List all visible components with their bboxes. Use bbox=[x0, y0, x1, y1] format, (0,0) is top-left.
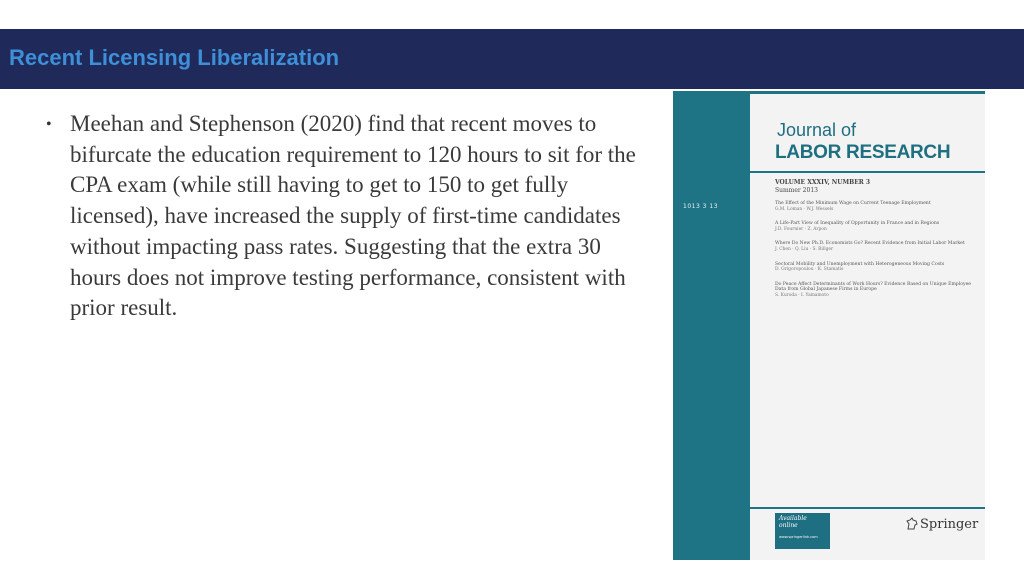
bullet-text: Meehan and Stephenson (2020) find that recent moves to bifurcate the education requirement to 120 hours to sit for the CPA exam (while still having to get to 150 to get fully licensed), have increased the supply of first-time candidates without impacting pass rates. Suggesting that the extra 30 hours does not improve testing performance, consistent with prior result. bbox=[70, 111, 636, 321]
cover-journal-title-line1: Journal of bbox=[777, 120, 857, 140]
cover-online-url: www.springerlink.com bbox=[779, 535, 818, 539]
cover-divider bbox=[750, 171, 985, 173]
cover-article-authors: G.M. Loman · W.J. Wessels bbox=[775, 206, 834, 212]
springer-horse-icon bbox=[905, 517, 919, 531]
cover-spine-code: 1013 3 13 bbox=[683, 203, 719, 210]
slide-title: Recent Licensing Liberalization bbox=[9, 45, 340, 70]
cover-journal-title-line2: LABOR RESEARCH bbox=[775, 142, 951, 163]
cover-article bbox=[775, 201, 975, 212]
cover-article-title: A Life-Part View of Inequality of Opportunity in France and in Regions bbox=[775, 221, 940, 227]
cover-article-title: The Effect of the Minimum Wage on Current Teenage Employment bbox=[775, 201, 931, 206]
cover-online-line2: online bbox=[779, 522, 798, 529]
cover-article-title: Where Do New Ph.D. Economists Go? Recent Evidence from Initial Labor Market bbox=[775, 241, 965, 247]
cover-article bbox=[775, 221, 975, 232]
cover-article bbox=[775, 241, 975, 252]
cover-volume: VOLUME XXXIV, NUMBER 3 bbox=[775, 179, 871, 186]
cover-article-authors: S. Kuroda · I. Yamamoto bbox=[775, 292, 829, 298]
bullet-list bbox=[46, 109, 646, 324]
bullet-symbol: • bbox=[46, 116, 52, 133]
cover-article bbox=[775, 262, 975, 273]
journal-cover-image bbox=[673, 91, 985, 560]
cover-top-rule bbox=[750, 91, 985, 94]
cover-article-title: Sectoral Mobility and Unemployment with Heterogeneous Moving Costs bbox=[775, 261, 945, 267]
bullet-item bbox=[46, 109, 646, 324]
cover-article-list bbox=[775, 201, 975, 308]
cover-article bbox=[775, 282, 975, 299]
cover-article-authors: J.D. Fournier · Z. Arpon bbox=[775, 226, 827, 232]
cover-publisher: Springer bbox=[920, 517, 979, 532]
cover-article-authors: J. Chen · Q. Liu · S. Billger bbox=[775, 246, 834, 252]
cover-issue-date: Summer 2013 bbox=[775, 187, 818, 194]
cover-online-line1: Available bbox=[779, 515, 807, 522]
cover-online-badge bbox=[775, 513, 830, 549]
cover-article-title: Do Peace Affect Determinants of Work Hours? Evidence Based on Unique Employee Data from Global Japanese Firms in Europe bbox=[775, 281, 972, 293]
cover-article-authors: D. Grigoropoulou · K. Stamatis bbox=[775, 267, 844, 273]
cover-spine bbox=[673, 91, 750, 560]
cover-bottom-divider bbox=[750, 507, 985, 509]
